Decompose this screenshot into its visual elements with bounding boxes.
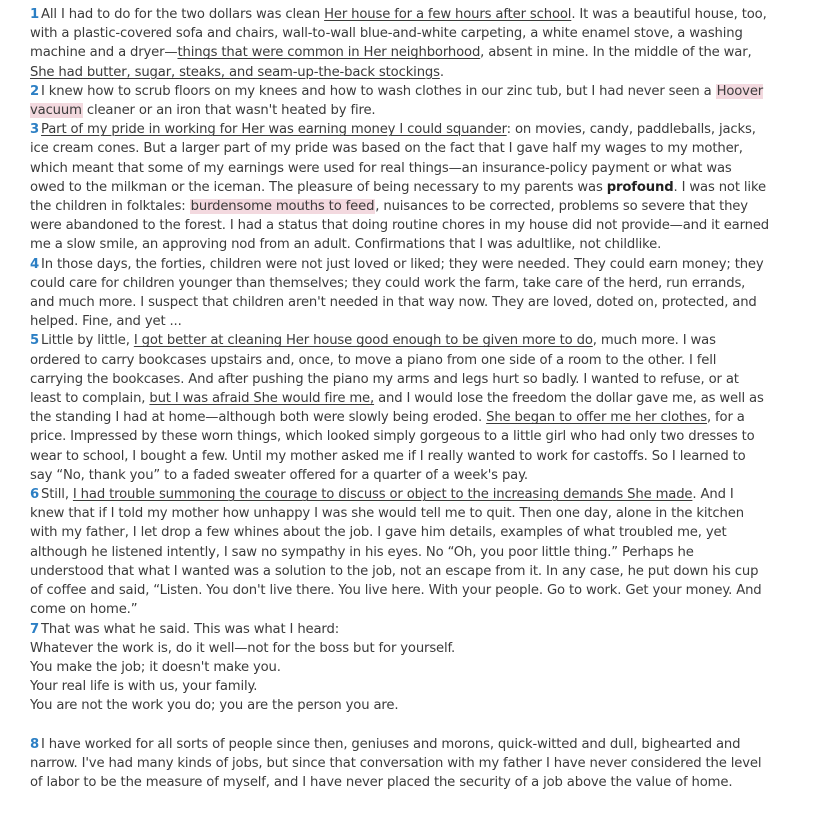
text-segment: cleaner or an iron that wasn't heated by fire. <box>82 103 376 119</box>
document-body <box>30 5 770 792</box>
bold-word: profound <box>606 179 674 195</box>
paragraph-text: I have worked for all sorts of people since then, geniuses and morons, quick-witted and dull, bighearted and narrow. I've had many kinds of jobs, but since that conversation with my father I have never considered the level of labor to be the measure of myself, and I have never placed the security of a job above the value of home. <box>30 736 762 790</box>
text-segment: Little by little, <box>41 333 134 349</box>
quote-line: Whatever the work is, do it well—not for the boss but for yourself. <box>30 640 456 656</box>
underlined-phrase: Her house for a few hours after school <box>324 7 572 22</box>
text-segment: , absent in mine. In the middle of the war, <box>480 45 752 61</box>
text-segment: I knew how to scrub floors on my knees and how to wash clothes in our zinc tub, but I had never seen a <box>41 83 716 99</box>
quote-block <box>30 639 770 716</box>
paragraph-list <box>30 5 770 639</box>
text-segment: : on movies, candy, paddleballs, jacks, ice cream cones. But a larger part of my pride was based on the fact that I gave half my wages to my mother, which meant that some of my earnings were used for real things—an insurance-policy payment or what was owed to the milkman or the iceman. The pleasure of being necessary to my parents was <box>30 122 756 195</box>
underlined-phrase: I got better at cleaning Her house good enough to be given more to do <box>133 333 593 349</box>
underlined-phrase: things that were common in Her neighborhood <box>177 45 481 61</box>
paragraph-6 <box>30 485 770 619</box>
paragraph-8 <box>30 735 770 793</box>
text-segment: All I had to do for the two dollars was clean <box>41 7 325 22</box>
highlighted-phrase: Hoover vacuum <box>30 83 764 119</box>
paragraph-number: 2 <box>30 83 40 99</box>
text-segment: and I would lose the freedom the dollar gave me, as well as the standing I had at home—although both were slowly being eroded. <box>30 391 764 426</box>
quote-line: You are not the work you do; you are the person you are. <box>30 698 399 714</box>
text-segment: . I was not like the children in folktales: <box>30 179 766 215</box>
text-segment: , for a price. Impressed by these worn things, which looked simply gorgeous to a little girl who had only two dresses to wear to school, I bought a few. Until my mother asked me if I really wanted to work for castoffs. So I learned to say “No, thank you” to a faded sweater offered for a quarter of a week's pay. <box>30 410 755 483</box>
paragraph-number: 3 <box>30 122 40 138</box>
text-segment: , nuisances to be corrected, problems so severe that they were abandoned to the forest. I had a status that doing routine chores in my house did not provide—and it earned me a slow smile, an approving nod from an adult. Confirmations that I was adultlike, not childlike. <box>30 199 770 253</box>
quote-line: You make the job; it doesn't make you. <box>30 659 281 675</box>
text-segment: In those days, the forties, children were not just loved or liked; they were needed. They could earn money; they could care for children younger than themselves; they could work the farm, take care of the herd, run errands, and much more. I suspect that children aren't needed in that way now. They are loved, doted on, protected, and helped. Fine, and yet ... <box>30 256 764 330</box>
paragraph-2 <box>30 82 770 120</box>
highlighted-phrase: burdensome mouths to feed <box>190 199 375 215</box>
underlined-phrase: but I was afraid She would fire me, <box>149 391 375 407</box>
paragraph-7 <box>30 620 770 639</box>
text-segment: , much more. I was ordered to carry bookcases upstairs and, once, to move a piano from one side of a room to the other. I fell carrying the bookcases. And after pushing the piano my arms and legs hurt so badly. I wanted to refuse, or at least to complain, <box>30 333 739 407</box>
paragraph-number: 4 <box>30 256 40 272</box>
quote-line: Your real life is with us, your family. <box>30 679 258 695</box>
text-segment: Still, <box>41 487 73 503</box>
underlined-phrase: Part of my pride in working for Her was earning money I could squander <box>41 122 507 138</box>
paragraph-3 <box>30 120 770 254</box>
paragraph-4 <box>30 255 770 332</box>
paragraph-1 <box>30 5 770 82</box>
paragraph-number: 6 <box>30 487 40 503</box>
underlined-phrase: She had butter, sugar, steaks, and seam-up-the-back stockings <box>30 64 440 80</box>
text-segment: That was what he said. This was what I heard: <box>41 621 339 637</box>
paragraph-number: 7 <box>30 621 40 637</box>
text-segment: . And I knew that if I told my mother how unhappy I was she would tell me to quit. Then one day, alone in the kitchen with my father, I let drop a few whines about the job. I gave him details, examples of what troubled me, yet although he listened intently, I saw no sympathy in his eyes. No “Oh, you poor little thing.” Perhaps he understood that what I wanted was a solution to the job, not an escape from it. In any case, he put down his cup of coffee and said, “Listen. You don't live there. You live here. With your people. Go to work. Get your money. And come on home.” <box>30 487 762 618</box>
underlined-phrase: I had trouble summoning the courage to discuss or object to the increasing demands She made <box>72 487 693 503</box>
underlined-phrase: She began to offer me her clothes <box>486 410 707 426</box>
text-segment: . It was a beautiful house, too, with a plastic-covered sofa and chairs, wall-to-wall blue-and-white carpeting, a white enamel stove, a washing machine and a dryer— <box>30 7 767 61</box>
paragraph-number: 1 <box>30 7 40 22</box>
paragraph-number: 8 <box>30 736 40 752</box>
paragraph-5 <box>30 331 770 485</box>
text-segment: . <box>439 64 444 80</box>
blank-line <box>30 716 770 735</box>
paragraph-number: 5 <box>30 333 40 349</box>
